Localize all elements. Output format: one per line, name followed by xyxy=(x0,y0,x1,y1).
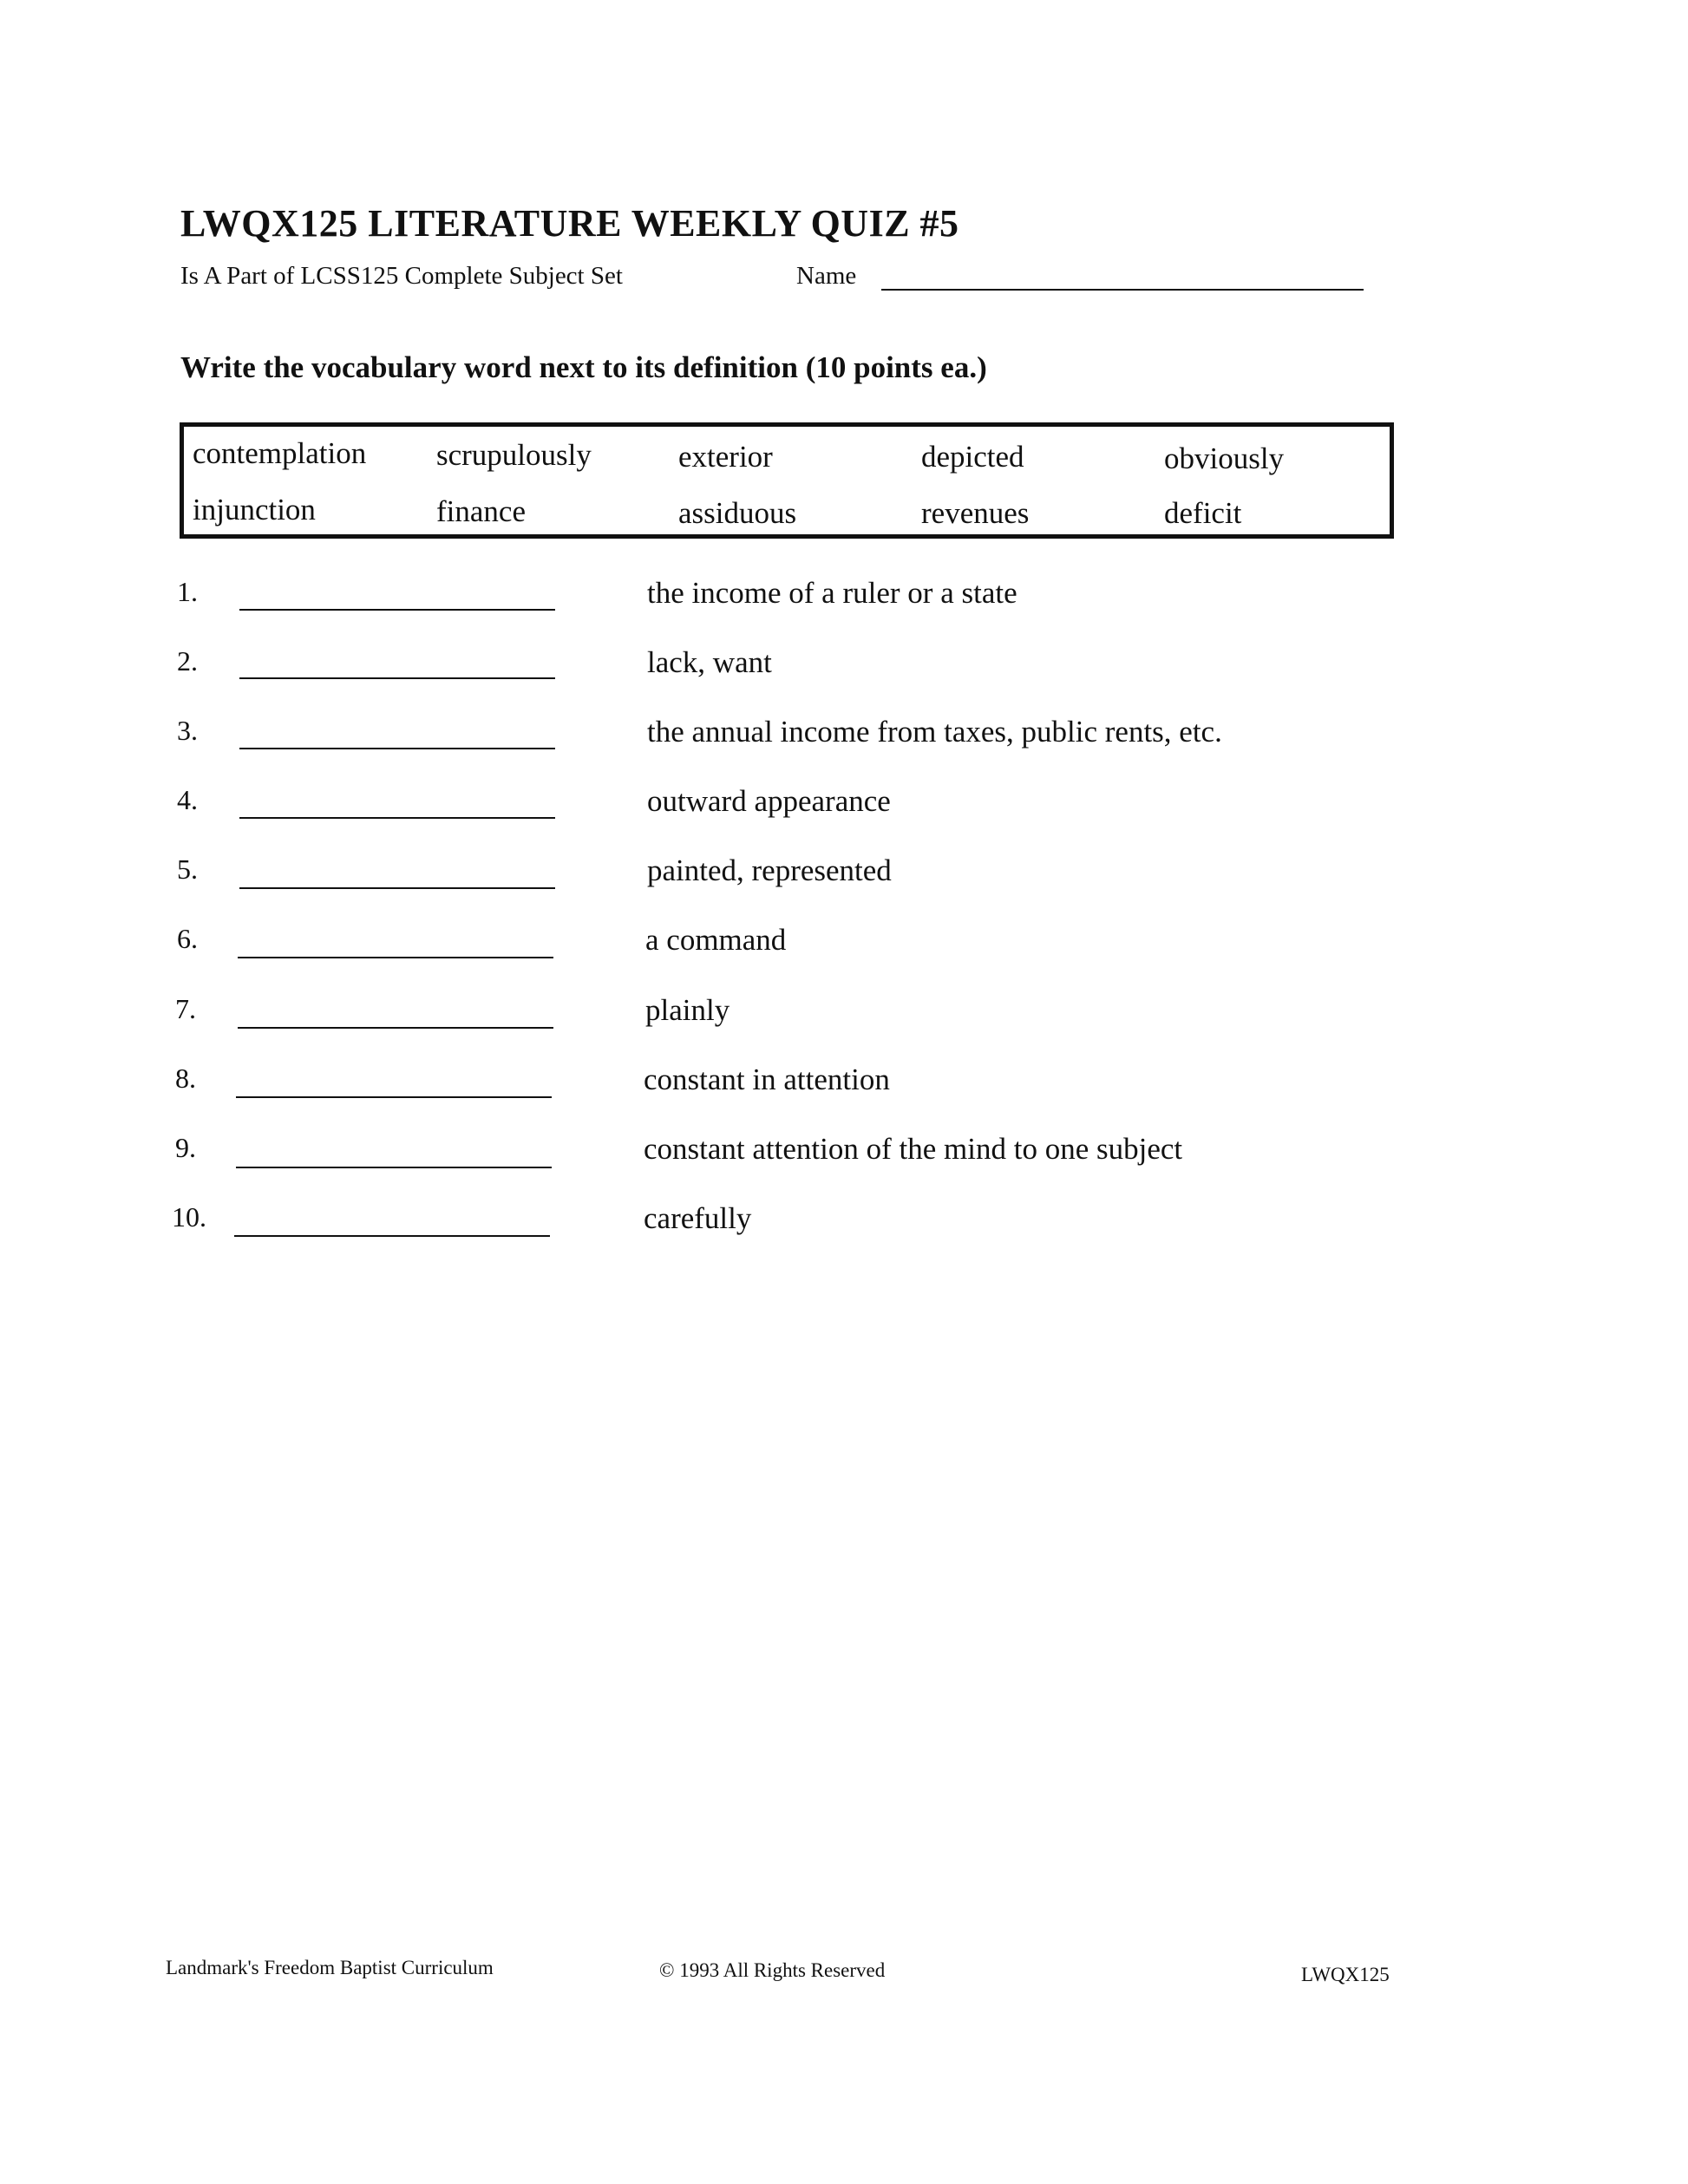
name-field-line xyxy=(881,289,1364,291)
item-definition: a command xyxy=(645,923,787,957)
answer-line[interactable] xyxy=(239,609,555,611)
item-number: 3. xyxy=(177,715,198,746)
item-number: 5. xyxy=(177,853,198,885)
item-number: 6. xyxy=(177,923,198,954)
name-label: Name xyxy=(796,262,857,290)
answer-line[interactable] xyxy=(236,1096,552,1098)
word-bank-word: injunction xyxy=(193,493,316,526)
page-title: LWQX125 LITERATURE WEEKLY QUIZ #5 xyxy=(180,202,959,245)
answer-line[interactable] xyxy=(239,887,555,889)
word-bank-word: contemplation xyxy=(193,436,367,470)
word-bank-word: finance xyxy=(436,494,526,528)
word-bank-word: exterior xyxy=(678,440,773,474)
answer-line[interactable] xyxy=(236,1167,552,1168)
item-number: 2. xyxy=(177,645,198,677)
item-definition: outward appearance xyxy=(647,784,891,818)
word-bank-word: depicted xyxy=(921,440,1024,474)
item-number: 9. xyxy=(175,1132,196,1163)
answer-line[interactable] xyxy=(239,677,555,679)
answer-line[interactable] xyxy=(238,957,553,958)
answer-line[interactable] xyxy=(234,1235,550,1237)
item-number: 1. xyxy=(177,576,198,607)
answer-line[interactable] xyxy=(239,748,555,749)
instructions: Write the vocabulary word next to its definition (10 points ea.) xyxy=(180,350,987,384)
answer-line[interactable] xyxy=(238,1027,553,1029)
word-bank-word: revenues xyxy=(921,496,1030,530)
item-definition: lack, want xyxy=(647,645,772,679)
item-definition: plainly xyxy=(645,993,730,1027)
item-definition: carefully xyxy=(644,1201,752,1235)
subject-set-subtitle: Is A Part of LCSS125 Complete Subject Set xyxy=(180,262,623,290)
word-bank-word: scrupulously xyxy=(436,438,592,472)
item-definition: painted, represented xyxy=(647,853,892,887)
item-definition: the annual income from taxes, public rents, etc. xyxy=(647,715,1222,749)
item-number: 8. xyxy=(175,1063,196,1094)
item-definition: constant in attention xyxy=(644,1063,890,1096)
item-definition: the income of a ruler or a state xyxy=(647,576,1017,610)
footer-code: LWQX125 xyxy=(1301,1964,1390,1985)
item-number: 4. xyxy=(177,784,198,815)
item-number: 7. xyxy=(175,993,196,1024)
answer-line[interactable] xyxy=(239,817,555,819)
word-bank-word: assiduous xyxy=(678,496,797,530)
item-definition: constant attention of the mind to one subject xyxy=(644,1132,1183,1166)
word-bank-word: obviously xyxy=(1164,441,1285,475)
word-bank-word: deficit xyxy=(1164,496,1242,530)
footer-publisher: Landmark's Freedom Baptist Curriculum xyxy=(166,1957,494,1978)
footer-copyright: © 1993 All Rights Reserved xyxy=(659,1959,886,1981)
item-number: 10. xyxy=(172,1201,206,1233)
